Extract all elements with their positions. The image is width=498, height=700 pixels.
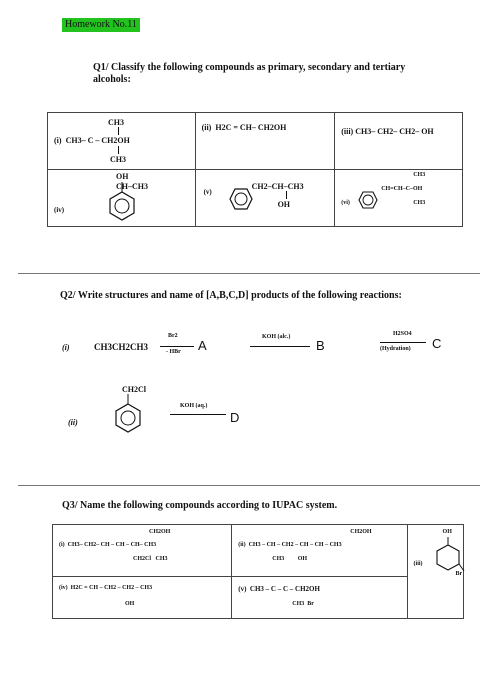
product-d: D (230, 410, 240, 425)
q1-compound-2: H2C = CH– CH2OH (215, 123, 287, 132)
separator (18, 485, 480, 486)
q3-cell-4: (iv) H2C = CH – CH2 – CH2 – CH3 OH (53, 577, 232, 619)
q1-cell-1: CH3 (i) CH3– C – CH2OH CH3 (48, 113, 196, 170)
q1-cell-2 (195, 113, 335, 170)
q1-label-6: (vi) (341, 200, 350, 206)
q1-label-3: (iii) (341, 127, 354, 136)
q2-reactant-i: CH3CH2CH3 (94, 342, 148, 352)
reagent-h2so4: H2SO4 (393, 331, 412, 337)
q1-label-5: (v) (203, 188, 212, 196)
q3-cell-2: CH2OH (ii) CH3 – CH – CH2 – CH – CH – CH3 CH3 OH (232, 525, 407, 577)
q3-label-3: (iii) (413, 561, 423, 567)
arrow-1 (160, 346, 194, 347)
q3-cell-5: (v) CH3 – C – C – CH2OH CH3 Br (232, 577, 407, 619)
benzene-ring-icon (106, 393, 150, 439)
q1-compound-3: CH3– CH2– CH2– OH (355, 127, 434, 136)
q3-compound-2: CH3 – CH – CH2 – CH – CH – CH3 (248, 542, 342, 548)
q1-cell-4: OH CH–CH3 (iv) (48, 170, 196, 227)
q1-label-2: (ii) (201, 123, 212, 132)
q1-cell-6: (vi) CH3 CH=CH–C–OH CH3 (335, 170, 463, 227)
q1-cell-3 (335, 113, 463, 170)
separator (18, 273, 480, 274)
arrow-2 (250, 346, 310, 347)
reagent-koh-alc: KOH (alc.) (262, 334, 291, 340)
arrow-3 (380, 342, 426, 343)
q3-compound-4: H2C = CH – CH2 – CH2 – CH3 (70, 585, 153, 591)
product-b: B (316, 338, 325, 353)
q3-title: Q3/ Name the following compounds according to IUPAC system. (62, 500, 338, 511)
benzene-ring-icon (222, 184, 256, 214)
q3-cell-3: OH (iii) Br (407, 525, 463, 619)
q2-substituent: CH2Cl (122, 385, 146, 394)
q3-cell-1: CH2OH (i) CH3– CH2– CH – CH – CH– CH3 CH2Cl CH3 (53, 525, 232, 577)
q3-label-2: (ii) (238, 542, 246, 548)
q1-title: Q1/ Classify the following compounds as primary, secondary and tertiary alcohols: (93, 62, 406, 85)
q2-title: Q2/ Write structures and name of [A,B,C,D] products of the following reactions: (60, 290, 402, 301)
reagent-br2: Br2 (168, 333, 178, 339)
q1-cell-5: (v) CH2–CH–CH3 OH (195, 170, 335, 227)
homework-badge: Homework No.11 (62, 18, 140, 32)
arrow-4 (170, 414, 226, 415)
product-a: A (198, 338, 207, 353)
reagent-koh-aq: KOH (aq.) (180, 403, 208, 409)
q3-label-5: (v) (238, 585, 247, 593)
q1-label-4: (iv) (54, 206, 65, 214)
q2-label-ii: (ii) (68, 418, 78, 427)
q3-compound-1: CH3– CH2– CH – CH – CH– CH3 (67, 542, 157, 548)
product-c: C (432, 336, 442, 351)
q1-compound-6: CH=CH–C–OH (381, 186, 423, 192)
q3-label-1: (i) (59, 542, 65, 548)
q1-label-1: (i) (54, 136, 62, 145)
q3-label-4: (iv) (59, 585, 68, 591)
benzene-ring-icon (88, 180, 138, 226)
benzene-ring-icon (353, 186, 383, 214)
q1-table (47, 112, 463, 227)
q3-compound-5: CH3 – C – C – CH2OH (249, 585, 320, 593)
q2-label-i: (i) (62, 343, 70, 352)
q1-compound-1: CH3– C – CH2OH (65, 136, 130, 145)
q1-compound-5: CH2–CH–CH3 (251, 182, 304, 191)
q3-table (52, 524, 464, 619)
